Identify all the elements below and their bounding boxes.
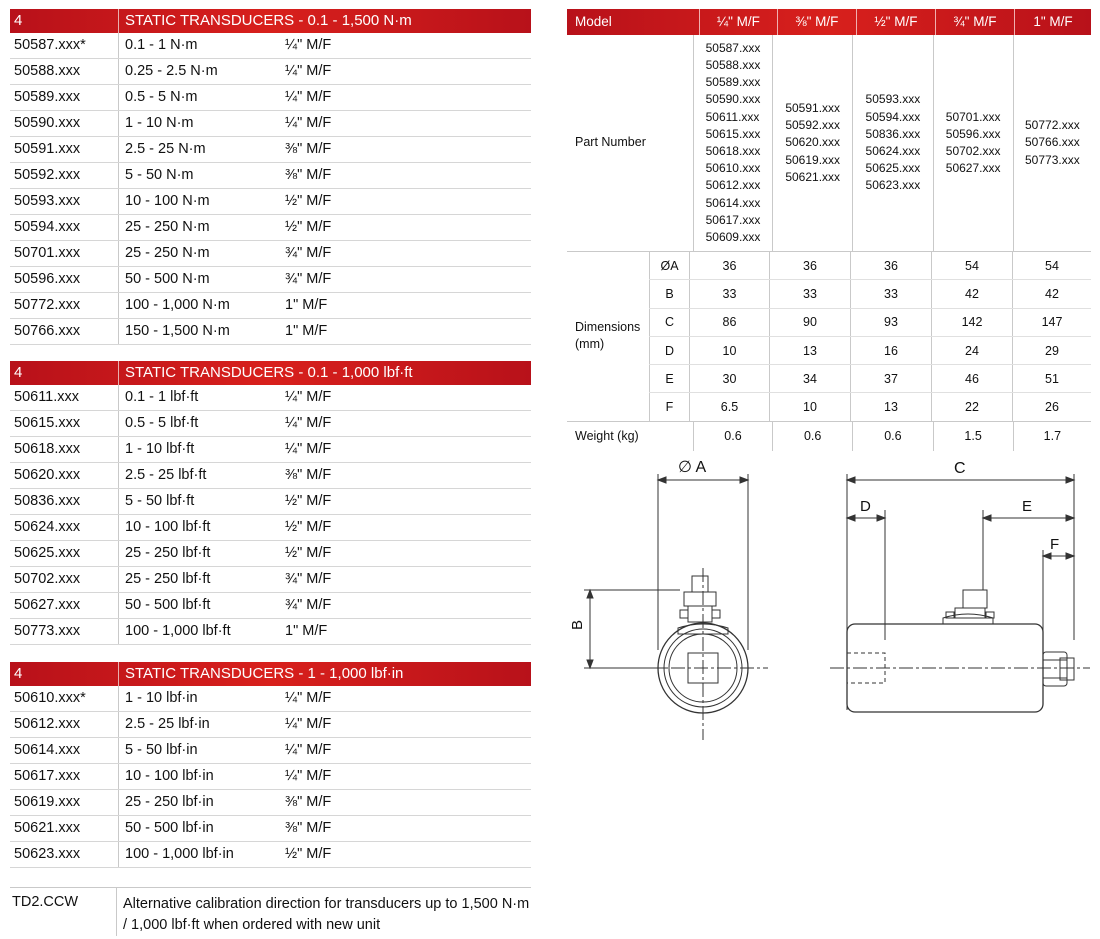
spec-header-col: 1" M/F xyxy=(1014,9,1091,35)
dimension-row xyxy=(649,337,1091,365)
drive-cell: ¼" M/F xyxy=(285,716,332,732)
part-number-row xyxy=(567,35,1091,252)
dimension-value: 29 xyxy=(1012,337,1091,364)
drive-cell: 1" M/F xyxy=(285,297,328,313)
table-row xyxy=(10,33,531,59)
table-number: 4 xyxy=(14,665,23,682)
table-row xyxy=(10,411,531,437)
model-cell: 50701.xxx xyxy=(14,245,81,261)
drive-cell: ⅜" M/F xyxy=(285,794,332,810)
drive-cell: ⅜" M/F xyxy=(285,141,332,157)
drive-cell: 1" M/F xyxy=(285,623,328,639)
dimension-value: 26 xyxy=(1012,393,1091,420)
weight-label: Weight (kg) xyxy=(575,429,639,444)
range-cell: 25 - 250 lbf·in xyxy=(118,790,285,815)
dimension-row xyxy=(649,252,1091,280)
table-title: STATIC TRANSDUCERS - 0.1 - 1,000 lbf·ft xyxy=(118,361,531,385)
table-row xyxy=(10,59,531,85)
dimension-value: 93 xyxy=(850,309,931,336)
model-cell: 50610.xxx* xyxy=(14,690,86,706)
dimension-key: C xyxy=(649,309,689,336)
dimension-row xyxy=(649,393,1091,420)
model-cell: 50615.xxx xyxy=(14,415,81,431)
range-cell: 50 - 500 lbf·ft xyxy=(118,593,285,618)
dimension-key: E xyxy=(649,365,689,392)
dimension-key: D xyxy=(649,337,689,364)
diameter-a-label: ∅ A xyxy=(678,459,707,476)
part-number-list: 50591.xxx 50592.xxx 50620.xxx 50619.xxx 50621.xxx xyxy=(772,35,852,251)
dimension-value: 36 xyxy=(769,252,850,279)
dimension-value: 54 xyxy=(1012,252,1091,279)
table-title: STATIC TRANSDUCERS - 0.1 - 1,500 N·m xyxy=(118,9,531,33)
part-number-list: 50772.xxx 50766.xxx 50773.xxx xyxy=(1013,35,1091,251)
spec-table xyxy=(567,9,1091,451)
table-row xyxy=(10,541,531,567)
table-header xyxy=(10,662,531,686)
spec-header xyxy=(567,9,1091,35)
drive-cell: ¼" M/F xyxy=(285,415,332,431)
dimension-value: 22 xyxy=(931,393,1012,420)
spec-header-col: ½" M/F xyxy=(856,9,935,35)
model-cell: 50594.xxx xyxy=(14,219,81,235)
dimension-value: 33 xyxy=(769,280,850,307)
dimensions-block xyxy=(567,252,1091,422)
table-number: 4 xyxy=(14,364,23,381)
spec-header-model: Model xyxy=(575,14,612,29)
table-row xyxy=(10,111,531,137)
dimension-value: 37 xyxy=(850,365,931,392)
table-title: STATIC TRANSDUCERS - 1 - 1,000 lbf·in xyxy=(118,662,531,686)
drive-cell: ¾" M/F xyxy=(285,571,332,587)
dimension-value: 86 xyxy=(689,309,769,336)
range-cell: 10 - 100 lbf·ft xyxy=(118,515,285,540)
table-row xyxy=(10,790,531,816)
table-row xyxy=(10,816,531,842)
dimension-value: 42 xyxy=(1012,280,1091,307)
table-row xyxy=(10,619,531,645)
model-cell: 50623.xxx xyxy=(14,846,81,862)
range-cell: 1 - 10 lbf·in xyxy=(118,686,285,711)
table-row xyxy=(10,437,531,463)
table-row xyxy=(10,241,531,267)
table-row xyxy=(10,163,531,189)
dimension-value: 34 xyxy=(769,365,850,392)
range-cell: 0.25 - 2.5 N·m xyxy=(118,59,285,84)
table-row xyxy=(10,764,531,790)
range-cell: 0.5 - 5 lbf·ft xyxy=(118,411,285,436)
dimension-value: 33 xyxy=(850,280,931,307)
range-cell: 0.1 - 1 N·m xyxy=(118,33,285,58)
table-row xyxy=(10,489,531,515)
dimension-value: 13 xyxy=(850,393,931,420)
model-cell: 50617.xxx xyxy=(14,768,81,784)
range-cell: 50 - 500 N·m xyxy=(118,267,285,292)
drive-cell: ¾" M/F xyxy=(285,597,332,613)
range-cell: 2.5 - 25 lbf·ft xyxy=(118,463,285,488)
dimension-value: 36 xyxy=(850,252,931,279)
table-row xyxy=(10,712,531,738)
dimension-row xyxy=(649,309,1091,337)
drive-cell: ⅜" M/F xyxy=(285,167,332,183)
dimension-drawing xyxy=(560,450,1095,750)
part-number-list: 50701.xxx 50596.xxx 50702.xxx 50627.xxx xyxy=(933,35,1013,251)
model-cell: 50620.xxx xyxy=(14,467,81,483)
range-cell: 5 - 50 N·m xyxy=(118,163,285,188)
model-cell: 50618.xxx xyxy=(14,441,81,457)
dimension-key: ØA xyxy=(649,252,689,279)
part-number-list: 50593.xxx 50594.xxx 50836.xxx 50624.xxx 50625.xxx 50623.xxx xyxy=(852,35,932,251)
note-text: Alternative calibration direction for transducers up to 1,500 N·m / 1,000 lbf·ft when ordered with new unit xyxy=(116,888,531,936)
drive-cell: ⅜" M/F xyxy=(285,820,332,836)
drive-cell: ¼" M/F xyxy=(285,89,332,105)
range-cell: 25 - 250 lbf·ft xyxy=(118,541,285,566)
dimension-value: 54 xyxy=(931,252,1012,279)
c-label: C xyxy=(954,460,966,477)
table-row xyxy=(10,738,531,764)
spec-header-col: ¼" M/F xyxy=(699,9,777,35)
dimension-value: 10 xyxy=(689,337,769,364)
drive-cell: ½" M/F xyxy=(285,193,332,209)
drive-cell: ¼" M/F xyxy=(285,389,332,405)
dimension-value: 10 xyxy=(769,393,850,420)
drive-cell: ¼" M/F xyxy=(285,768,332,784)
range-cell: 25 - 250 lbf·ft xyxy=(118,567,285,592)
dimension-value: 24 xyxy=(931,337,1012,364)
drive-cell: ¼" M/F xyxy=(285,441,332,457)
dimension-key: F xyxy=(649,393,689,420)
model-cell: 50836.xxx xyxy=(14,493,81,509)
weight-value: 1.5 xyxy=(933,422,1013,451)
range-cell: 25 - 250 N·m xyxy=(118,215,285,240)
model-cell: 50773.xxx xyxy=(14,623,81,639)
drive-cell: ¼" M/F xyxy=(285,63,332,79)
calibration-note xyxy=(10,887,531,936)
model-cell: 50624.xxx xyxy=(14,519,81,535)
side-view-drawing xyxy=(830,460,1090,712)
spec-header-col: ¾" M/F xyxy=(935,9,1014,35)
dimension-value: 30 xyxy=(689,365,769,392)
range-cell: 0.1 - 1 lbf·ft xyxy=(118,385,285,410)
table-row xyxy=(10,567,531,593)
model-cell: 50702.xxx xyxy=(14,571,81,587)
table-row xyxy=(10,385,531,411)
model-cell: 50590.xxx xyxy=(14,115,81,131)
table-row xyxy=(10,515,531,541)
drive-cell: ½" M/F xyxy=(285,519,332,535)
weight-value: 0.6 xyxy=(693,422,772,451)
range-cell: 0.5 - 5 N·m xyxy=(118,85,285,110)
table-row xyxy=(10,189,531,215)
range-cell: 150 - 1,500 N·m xyxy=(118,319,285,344)
dimension-value: 42 xyxy=(931,280,1012,307)
table-header xyxy=(10,361,531,385)
drive-cell: ⅜" M/F xyxy=(285,467,332,483)
dimension-value: 36 xyxy=(689,252,769,279)
table-row xyxy=(10,593,531,619)
range-cell: 50 - 500 lbf·in xyxy=(118,816,285,841)
model-cell: 50625.xxx xyxy=(14,545,81,561)
range-cell: 10 - 100 lbf·in xyxy=(118,764,285,789)
nm-transducer-table xyxy=(10,9,531,345)
range-cell: 2.5 - 25 N·m xyxy=(118,137,285,162)
lbft-transducer-table xyxy=(10,361,531,645)
dimension-value: 33 xyxy=(689,280,769,307)
range-cell: 100 - 1,000 N·m xyxy=(118,293,285,318)
model-cell: 50591.xxx xyxy=(14,141,81,157)
dimension-value: 13 xyxy=(769,337,850,364)
model-cell: 50587.xxx* xyxy=(14,37,86,53)
dimensions-rows xyxy=(649,252,1091,421)
dimension-row xyxy=(649,280,1091,308)
weight-value: 0.6 xyxy=(852,422,932,451)
drive-cell: ½" M/F xyxy=(285,846,332,862)
drive-cell: ½" M/F xyxy=(285,493,332,509)
range-cell: 5 - 50 lbf·in xyxy=(118,738,285,763)
dimension-value: 16 xyxy=(850,337,931,364)
drive-cell: ½" M/F xyxy=(285,545,332,561)
model-cell: 50612.xxx xyxy=(14,716,81,732)
table-row xyxy=(10,215,531,241)
table-row xyxy=(10,319,531,345)
range-cell: 5 - 50 lbf·ft xyxy=(118,489,285,514)
model-cell: 50621.xxx xyxy=(14,820,81,836)
dimension-value: 90 xyxy=(769,309,850,336)
table-row xyxy=(10,267,531,293)
model-cell: 50588.xxx xyxy=(14,63,81,79)
drive-cell: ½" M/F xyxy=(285,219,332,235)
weight-value: 1.7 xyxy=(1013,422,1091,451)
drive-cell: ¼" M/F xyxy=(285,742,332,758)
model-cell: 50772.xxx xyxy=(14,297,81,313)
drive-cell: ¾" M/F xyxy=(285,245,332,261)
weight-row xyxy=(567,422,1091,451)
lbin-transducer-table xyxy=(10,662,531,868)
f-label: F xyxy=(1050,536,1060,553)
model-cell: 50589.xxx xyxy=(14,89,81,105)
table-row xyxy=(10,137,531,163)
dimensions-label: Dimensions (mm) xyxy=(575,320,641,352)
drive-cell: ¼" M/F xyxy=(285,115,332,131)
part-number-list: 50587.xxx 50588.xxx 50589.xxx 50590.xxx 50611.xxx 50615.xxx 50618.xxx 50610.xxx 50612.xxx 50614.xxx 50617.xxx 50609.xxx xyxy=(693,35,772,251)
spec-header-col: ⅜" M/F xyxy=(777,9,856,35)
model-cell: 50592.xxx xyxy=(14,167,81,183)
model-cell: 50614.xxx xyxy=(14,742,81,758)
range-cell: 10 - 100 N·m xyxy=(118,189,285,214)
model-cell: 50627.xxx xyxy=(14,597,81,613)
weight-value: 0.6 xyxy=(772,422,852,451)
range-cell: 100 - 1,000 lbf·in xyxy=(118,842,285,867)
table-row xyxy=(10,85,531,111)
note-model: TD2.CCW xyxy=(12,894,79,910)
range-cell: 1 - 10 lbf·ft xyxy=(118,437,285,462)
range-cell: 2.5 - 25 lbf·in xyxy=(118,712,285,737)
table-header xyxy=(10,9,531,33)
dimension-value: 46 xyxy=(931,365,1012,392)
table-row xyxy=(10,686,531,712)
dimension-value: 6.5 xyxy=(689,393,769,420)
dimension-value: 142 xyxy=(931,309,1012,336)
dimension-value: 147 xyxy=(1012,309,1091,336)
front-view-drawing xyxy=(569,459,768,740)
part-number-label: Part Number xyxy=(575,135,646,150)
table-row xyxy=(10,463,531,489)
model-cell: 50766.xxx xyxy=(14,323,81,339)
table-row xyxy=(10,293,531,319)
dimension-key: B xyxy=(649,280,689,307)
drive-cell: ¼" M/F xyxy=(285,690,332,706)
drive-cell: ¾" M/F xyxy=(285,271,332,287)
drive-cell: ¼" M/F xyxy=(285,37,332,53)
range-cell: 25 - 250 N·m xyxy=(118,241,285,266)
range-cell: 1 - 10 N·m xyxy=(118,111,285,136)
dimension-row xyxy=(649,365,1091,393)
model-cell: 50593.xxx xyxy=(14,193,81,209)
model-cell: 50611.xxx xyxy=(14,389,80,405)
model-cell: 50619.xxx xyxy=(14,794,81,810)
d-label: D xyxy=(860,498,871,515)
drive-cell: 1" M/F xyxy=(285,323,328,339)
b-label: B xyxy=(569,619,586,630)
e-label: E xyxy=(1022,498,1033,515)
table-row xyxy=(10,842,531,868)
dimension-value: 51 xyxy=(1012,365,1091,392)
model-cell: 50596.xxx xyxy=(14,271,81,287)
range-cell: 100 - 1,000 lbf·ft xyxy=(118,619,285,644)
table-number: 4 xyxy=(14,12,23,29)
